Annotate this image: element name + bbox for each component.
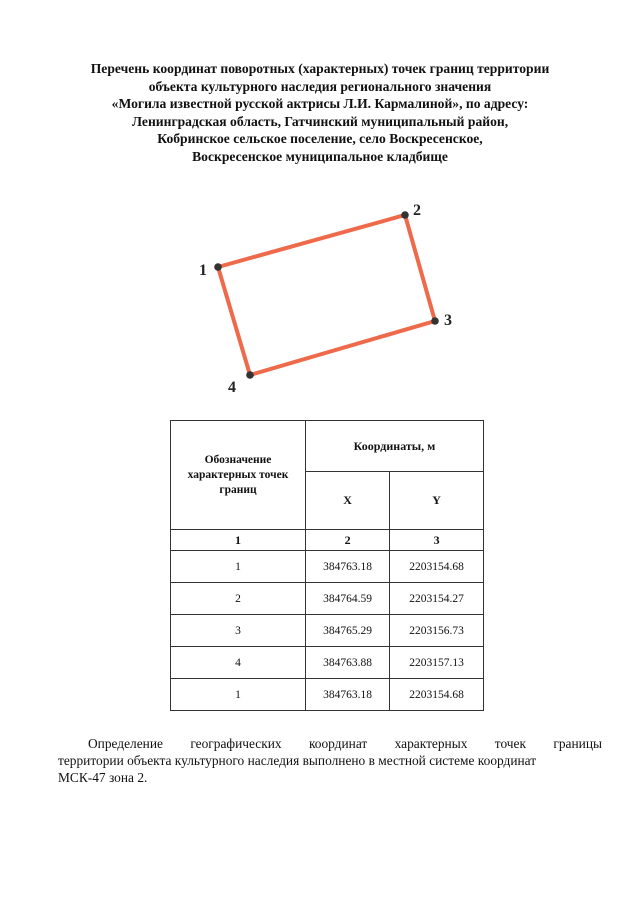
column-numbers-row (171, 530, 484, 551)
footnote-word: характерных (394, 736, 468, 751)
title-line: Воскресенское муниципальное кладбище (192, 148, 448, 164)
header-coordinates: Координаты, м (306, 421, 484, 472)
header-x: X (306, 472, 390, 530)
boundary-point-4 (246, 371, 254, 379)
title-line: Кобринское сельское поселение, село Воскресенское, (157, 131, 483, 146)
cell-x: 384763.18 (306, 551, 390, 583)
footnote-line-1 (58, 735, 602, 752)
title-line: Перечень координат поворотных (характерных) точек границ территории (90, 61, 550, 76)
cell-point: 2 (171, 583, 306, 615)
point-label-4: 4 (228, 379, 236, 396)
footnote-paragraph (58, 735, 602, 786)
cell-y: 2203157.13 (390, 647, 484, 679)
cell-y: 2203156.73 (390, 615, 484, 647)
title-line: «Могила известной русской актрисы Л.И. Кармалиной», по адресу: (111, 96, 529, 111)
cell-x: 384765.29 (306, 615, 390, 647)
cell-point: 4 (171, 647, 306, 679)
cell-point: 1 (171, 679, 306, 711)
coordinates-table (170, 420, 484, 711)
header-designation: Обозначение характерных точек границ (171, 421, 306, 530)
boundary-scheme (0, 195, 640, 405)
document-title (40, 60, 600, 165)
footnote-word: географических (190, 736, 282, 751)
cell-y: 2203154.27 (390, 583, 484, 615)
footnote-word: Определение (88, 736, 163, 751)
boundary-polygon (218, 215, 435, 375)
point-label-3: 3 (444, 312, 452, 329)
table-row (171, 615, 484, 647)
column-number: 1 (171, 530, 306, 551)
point-label-2: 2 (413, 202, 421, 219)
boundary-point-3 (431, 317, 439, 325)
footnote-line-2: территории объекта культурного наследия выполнено в местной системе координат (58, 753, 537, 768)
cell-x: 384764.59 (306, 583, 390, 615)
cell-y: 2203154.68 (390, 551, 484, 583)
boundary-point-2 (401, 211, 409, 219)
footnote-word: координат (308, 736, 368, 751)
footnote-line-3: МСК-47 зона 2. (58, 770, 148, 785)
footnote-word: границы (553, 736, 602, 751)
cell-point: 3 (171, 615, 306, 647)
table-row (171, 647, 484, 679)
table-row (171, 551, 484, 583)
cell-x: 384763.18 (306, 679, 390, 711)
cell-point: 1 (171, 551, 306, 583)
title-line: Ленинградская область, Гатчинский муниципальный район, (131, 113, 509, 129)
column-number: 2 (306, 530, 390, 551)
title-line: объекта культурного наследия регионального значения (148, 78, 492, 94)
boundary-point-1 (214, 263, 222, 271)
cell-x: 384763.88 (306, 647, 390, 679)
cell-y: 2203154.68 (390, 679, 484, 711)
footnote-word: точек (494, 736, 526, 751)
column-number: 3 (390, 530, 484, 551)
point-label-1: 1 (199, 262, 207, 279)
header-y: Y (390, 472, 484, 530)
table-row (171, 583, 484, 615)
table-row (171, 679, 484, 711)
